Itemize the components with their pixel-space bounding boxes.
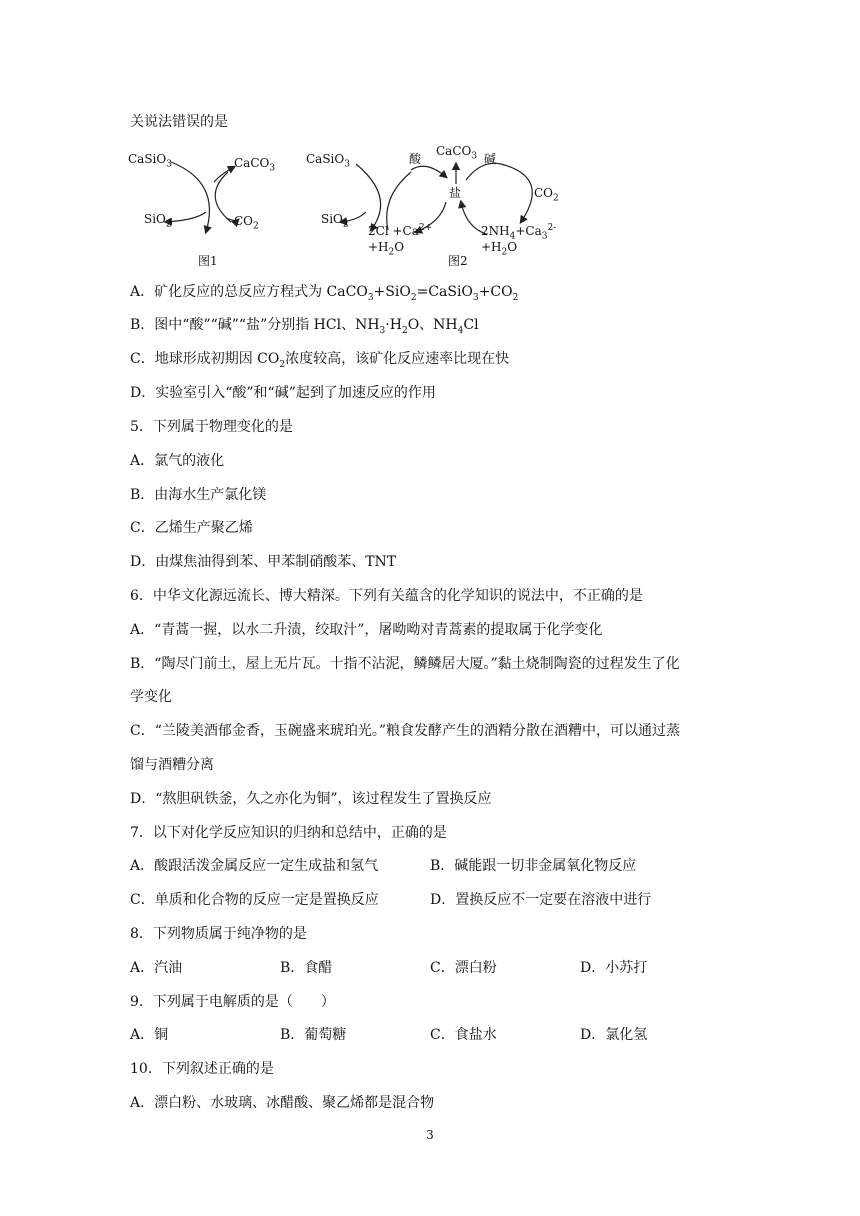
q9-option-c: C．食盐水	[430, 1027, 497, 1043]
q8-option-c: C．漂白粉	[430, 960, 497, 976]
q8-option-b: B．食醋	[280, 960, 333, 976]
fig2-acid-label: 酸	[409, 152, 422, 166]
fig2-right-products-line2: $+H_2O$	[481, 240, 518, 258]
q5-option-c: C．乙烯生产聚乙烯	[130, 520, 253, 536]
q5-option-b: B．由海水生产氯化镁	[130, 487, 267, 503]
q9-option-a: A．铜	[130, 1027, 169, 1043]
fig1-sio2-label: SiO$_2$	[144, 212, 172, 230]
q5-stem: 5．下列属于物理变化的是	[130, 419, 293, 435]
q9-option-d: D．氯化氢	[580, 1027, 648, 1043]
fig2-right-arc	[501, 164, 532, 222]
q8-option-d: D．小苏打	[580, 960, 648, 976]
fig1-arc-caco3	[214, 167, 234, 182]
fig2-co2-label: $CO_2$	[534, 186, 559, 204]
fig1-arc-sio2	[166, 212, 206, 222]
fig2-right-products-line1: $2NH_4+Ca_3^{2-}$	[481, 223, 557, 242]
q7-option-c: C．单质和化合物的反应一定是置换反应	[130, 892, 379, 908]
q10-option-a: A．漂白粉、水玻璃、冰醋酸、聚乙烯都是混合物	[130, 1095, 435, 1111]
q6-option-d: D．“熬胆矾铁釜，久之亦化为铜”，该过程发生了置换反应	[130, 791, 492, 807]
q6-option-c-line2: 馏与酒糟分离	[130, 757, 214, 773]
fig1-arc-right	[215, 172, 231, 222]
page-number: 3	[426, 1128, 434, 1142]
fig2-base-label: 碱	[484, 152, 497, 166]
fig2-sio2-label: SiO$_2$	[321, 212, 349, 230]
fig2-caption: 图2	[448, 254, 468, 268]
fig1-casio3-label: CaSiO$_3$	[128, 152, 172, 170]
q6-option-b-line1: B．“陶尽门前土，屋上无片瓦。十指不沾泥，鳞鳞居大厦。”黏土烧制陶瓷的过程发生了化	[130, 656, 680, 672]
q7-stem: 7．以下对化学反应知识的归纳和总结中，正确的是	[130, 825, 447, 841]
fig2-left-arc-2	[387, 172, 411, 230]
q9-option-b: B．葡萄糖	[280, 1027, 347, 1043]
q4-option-c: C．地球形成初期因 $CO_2$浓度较高，该矿化反应速率比现在快	[130, 351, 510, 370]
q7-option-b: B．碱能跟一切非金属氧化物反应	[430, 858, 637, 874]
mineralization-figure	[126, 142, 566, 272]
fig2-caco3-label: CaCO$_3$	[436, 144, 478, 162]
fig2-left-products-line1: $2Cl +Ca^{2+}$	[368, 223, 433, 238]
fig1-caco3-label: CaCO$_3$	[234, 156, 276, 174]
fig2-left-arc-1	[356, 164, 381, 230]
q4-option-d: D．实验室引入“酸”和“碱”起到了加速反应的作用	[130, 385, 436, 401]
q6-option-b-line2: 学变化	[130, 689, 172, 705]
fig1-caption: 图1	[198, 254, 218, 268]
q7-option-a: A．酸跟活泼金属反应一定生成盐和氢气	[130, 858, 379, 874]
q6-option-c-line1: C．“兰陵美酒郁金香，玉碗盛来琥珀光。”粮食发酵产生的酒精分散在酒糟中，可以通过蒸	[130, 723, 681, 739]
q9-stem: 9．下列属于电解质的是（ ）	[130, 994, 335, 1010]
q7-option-d: D．置换反应不一定要在溶液中进行	[430, 892, 652, 908]
q4-option-a: A．矿化反应的总反应方程式为 $CaCO_3+SiO_2=CaSiO_3+CO_2$	[130, 284, 519, 303]
q8-option-a: A．汽油	[130, 960, 183, 976]
q10-stem: 10．下列叙述正确的是	[130, 1061, 274, 1077]
fig2-casio3-label: CaSiO$_3$	[306, 152, 350, 170]
fig1-co2-label: $CO_2$	[234, 214, 259, 232]
q6-option-a: A．“青蒿一握，以水二升渍，绞取汁”，屠呦呦对青蒿素的提取属于化学变化	[130, 622, 603, 638]
q4-option-b: B．图中“酸”“碱”“盐”分别指 HCl、$NH_3\cdot H_2O$、$NH_4Cl$	[130, 317, 479, 336]
q8-stem: 8．下列物质属于纯净物的是	[130, 926, 307, 942]
fig2-acid-arc	[411, 166, 446, 177]
fig2-left-products-line2: $+H_2O$	[368, 240, 405, 258]
q6-stem: 6．中华文化源远流长、博大精深。下列有关蕴含的化学知识的说法中，不正确的是	[130, 588, 643, 604]
intro-text: 关说法错误的是	[130, 114, 228, 130]
q5-option-a: A．氯气的液化	[130, 453, 225, 469]
fig2-salt-label: 盐	[449, 186, 462, 200]
q5-option-d: D．由煤焦油得到苯、甲苯制硝酸苯、TNT	[130, 554, 397, 570]
